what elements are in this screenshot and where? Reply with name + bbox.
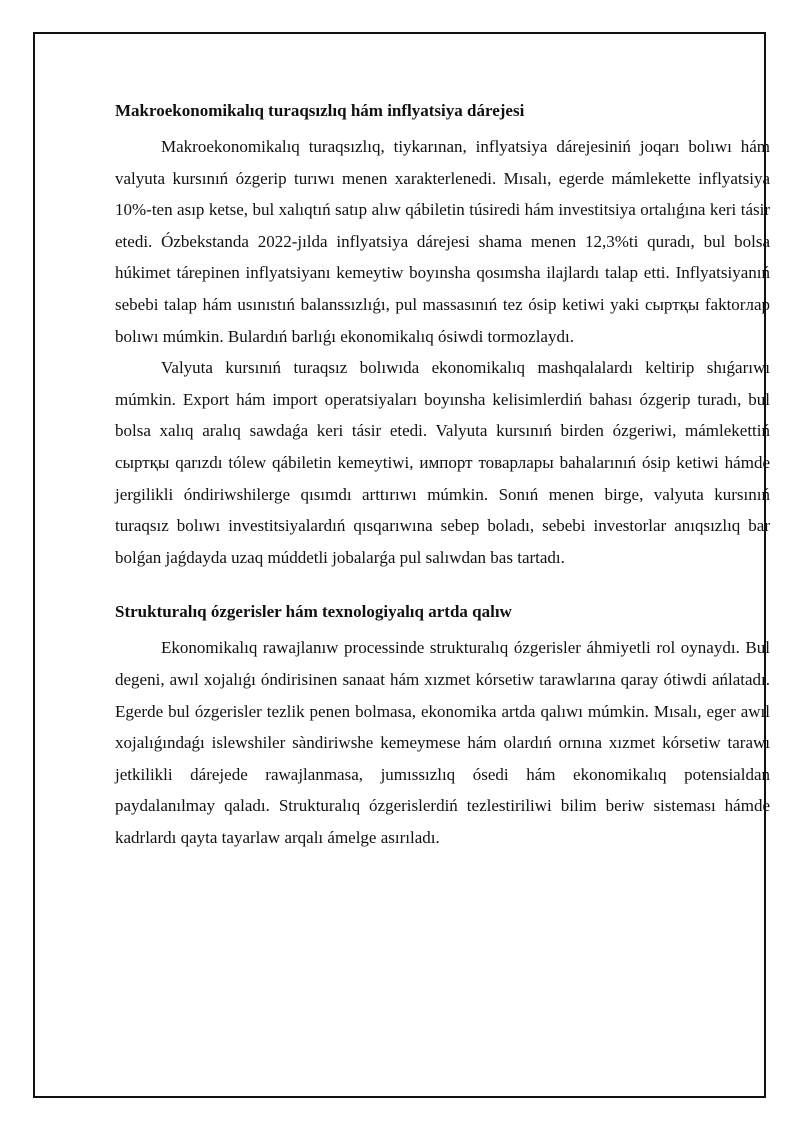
paragraph-inflation: Makroekonomikalıq turaqsızlıq, tiykarınan, inflyatsiya dárejesiniń joqarı bolıwı hám valyuta kursınıń ózgerip turıwı menen xarakterlenedi. Mısalı, egerde mámlekette inflyatsiya 10%-ten asıp ketse, bul xalıqtıń satıp alıw qábiletin túsiredi hám investitsiya ortalıǵına keri tásir etedi. Ózbekstanda 2022-jılda inflyatsiya dárejesi shama menen 12,3%ti quradı, bul bolsa húkimet tárepinen inflyatsiyanı kemeytiw boyınsha qosımsha ilajlardı talap etti. Inflyatsiyanıń sebebi talap hám usınıstıń balanssızlıǵı, pul massasınıń tez ósip ketiwi yaki сыртқы faktorлар bolıwı múmkin. Bulardıń barlıǵı ekonomikalıq ósiwdi tormozlaydı. [115,137,770,346]
paragraph-structural: Ekonomikalıq rawajlanıw processinde strukturalıq ózgerisler áhmiyetli rol oynaydı. Bul degeni, awıl xojalıǵı óndirisinen sanaat hám xızmet kórsetiw tarawlarına qaray ótiwdi ańlatadı. Egerde bul ózgerisler tezlik penen bolmasa, ekonomika artda qalıwı múmkin. Mısalı, eger awıl xojalıǵındaǵı islewshiler sàndiriwshe kemeymese hám olardıń ornına xızmet kórsetiw tarawı jetkilikli dárejede rawajlanmasa, jumıssızlıq ósedi hám ekonomikalıq potensialdan paydalanılmay qaladı. Strukturalıq ózgerislerdiń tezlestiriliwi bilim beriw sisteması hámde kadrlardı qayta tayarlaw arqalı ámelge asırıladı. [115,638,770,847]
section-heading-structural: Strukturalıq ózgerisler hám texnologiyalıq artda qalıw [115,602,512,622]
paragraph-currency: Valyuta kursınıń turaqsız bolıwıda ekonomikalıq mashqalalardı keltirip shıǵarıwı múmkin. Export hám import operatsiyaları boyınsha kelisimlerdiń bahası ózgerip turadı, bul bolsa xalıq aralıq sawdaǵa keri tásir etedi. Valyuta kursınıń birden ózgeriwi, mámlekettiń сыртқы qarızdı tólew qábiletin kemeytiwi, импорт товарлары bahalarınıń ósip ketiwi hámde jergilikli óndiriwshilerge qısımdı arttırıwı múmkin. Sonıń menen birge, valyuta kursınıń turaqsız bolıwı investitsiyalardıń qısqarıwına sebep boladı, sebebi investorlar anıqsızlıq bar bolǵan jaǵdayda uzaq múddetli jobalarǵa pul salıwdan bas tartadı. [115,358,770,567]
section-heading-inflation: Makroekonomikalıq turaqsızlıq hám inflyatsiya dárejesi [115,101,525,120]
document-body [115,100,770,853]
